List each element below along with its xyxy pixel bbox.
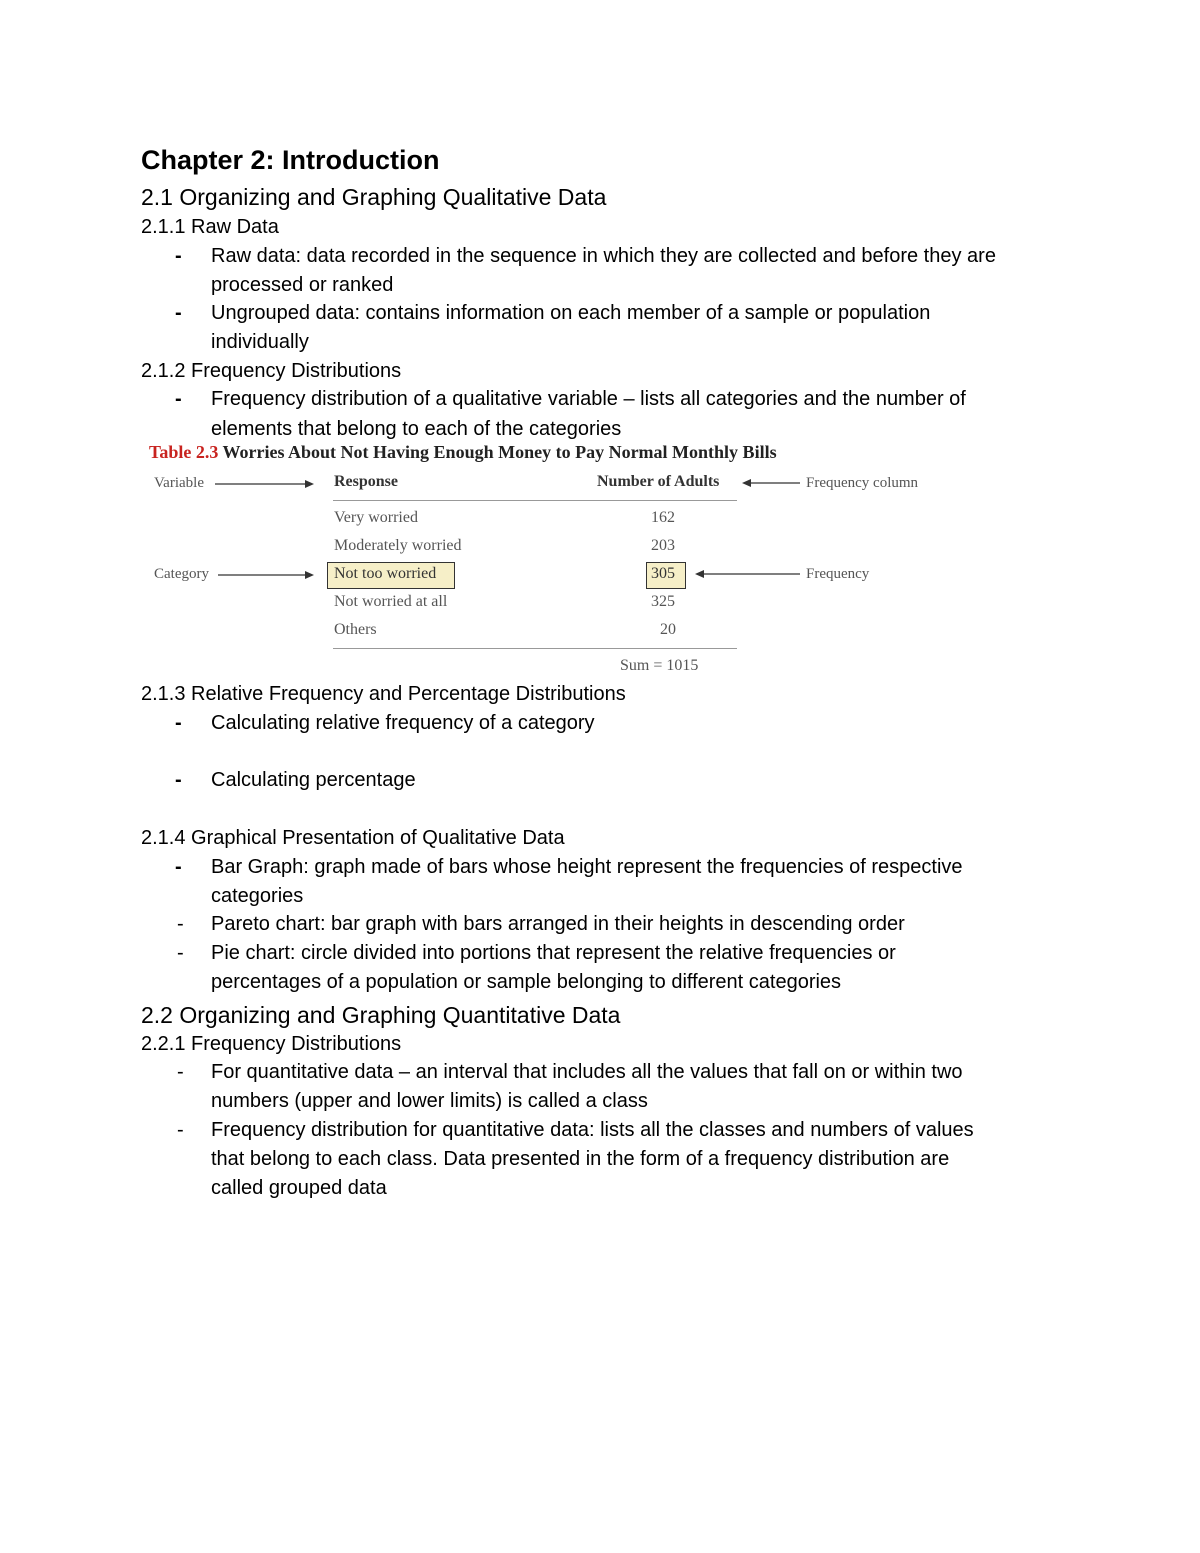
- bullet-dash: -: [175, 388, 182, 410]
- bar-graph-line-1: Bar Graph: graph made of bars whose height represent the frequencies of respective: [211, 856, 963, 878]
- pie-chart-line-1: Pie chart: circle divided into portions that represent the relative frequencies or: [211, 942, 896, 964]
- column-header-number-of-adults: Number of Adults: [597, 473, 720, 490]
- table-row-count-highlighted: 305: [651, 565, 675, 582]
- annotation-arrows: [0, 0, 1200, 700]
- bullet-dash: -: [175, 302, 182, 324]
- relative-frequency-bullet: Calculating relative frequency of a category: [211, 712, 595, 734]
- table-row-count: 325: [651, 593, 675, 610]
- freq-dist-line-1: Frequency distribution of a qualitative variable – lists all categories and the number of: [211, 388, 966, 410]
- bullet-dash: -: [177, 1061, 184, 1083]
- raw-data-line-2: processed or ranked: [211, 274, 394, 296]
- grouped-data-line-2: that belong to each class. Data presented in the form of a frequency distribution are: [211, 1148, 950, 1170]
- class-definition-line-1: For quantitative data – an interval that includes all the values that fall on or within two: [211, 1061, 963, 1083]
- grouped-data-line-3: called grouped data: [211, 1177, 387, 1199]
- pie-chart-line-2: percentages of a population or sample belonging to different categories: [211, 971, 842, 993]
- section-2-2-1-title: 2.2.1 Frequency Distributions: [141, 1033, 402, 1055]
- table-row-count: 162: [651, 509, 675, 526]
- percentage-bullet: Calculating percentage: [211, 769, 416, 791]
- ungrouped-data-line-1: Ungrouped data: contains information on each member of a sample or population: [211, 302, 931, 324]
- table-row-response: Not worried at all: [334, 593, 448, 610]
- bullet-dash: -: [177, 1119, 184, 1141]
- section-2-1-2-title: 2.1.2 Frequency Distributions: [141, 360, 402, 382]
- pareto-chart-bullet: Pareto chart: bar graph with bars arranged in their heights in descending order: [211, 913, 905, 935]
- section-2-2-title: 2.2 Organizing and Graphing Quantitative Data: [141, 1002, 621, 1028]
- annotation-category: Category: [154, 566, 209, 582]
- table-row-response: Others: [334, 621, 377, 638]
- grouped-data-line-1: Frequency distribution for quantitative data: lists all the classes and numbers of values: [211, 1119, 974, 1141]
- table-row-response: Moderately worried: [334, 537, 462, 554]
- table-rule-top: [333, 500, 737, 501]
- annotation-variable: Variable: [154, 475, 204, 491]
- freq-dist-line-2: elements that belong to each of the categories: [211, 418, 622, 440]
- section-2-1-4-title: 2.1.4 Graphical Presentation of Qualitative Data: [141, 827, 565, 849]
- bullet-dash: -: [177, 913, 184, 935]
- bar-graph-line-2: categories: [211, 885, 304, 907]
- raw-data-line-1: Raw data: data recorded in the sequence in which they are collected and before they are: [211, 245, 996, 267]
- ungrouped-data-line-2: individually: [211, 331, 309, 353]
- table-rule-bottom: [333, 648, 737, 649]
- table-title: Worries About Not Having Enough Money to Pay Normal Monthly Bills: [222, 442, 777, 462]
- bullet-dash: -: [177, 942, 184, 964]
- table-row-count: 203: [651, 537, 675, 554]
- bullet-dash: -: [175, 712, 182, 734]
- column-header-response: Response: [334, 473, 399, 490]
- section-2-1-3-title: 2.1.3 Relative Frequency and Percentage Distributions: [141, 683, 626, 705]
- table-row-response-highlighted: Not too worried: [334, 565, 437, 582]
- class-definition-line-2: numbers (upper and lower limits) is called a class: [211, 1090, 648, 1112]
- section-2-1-1-title: 2.1.1 Raw Data: [141, 216, 279, 238]
- table-label: Table 2.3: [149, 442, 219, 462]
- annotation-frequency: Frequency: [806, 566, 870, 582]
- section-2-1-title: 2.1 Organizing and Graphing Qualitative Data: [141, 184, 607, 210]
- table-sum: Sum = 1015: [620, 657, 699, 674]
- annotation-frequency-column: Frequency column: [806, 475, 919, 491]
- chapter-title: Chapter 2: Introduction: [141, 145, 440, 175]
- bullet-dash: -: [175, 856, 182, 878]
- table-row-response: Very worried: [334, 509, 418, 526]
- bullet-dash: -: [175, 769, 182, 791]
- bullet-dash: -: [175, 245, 182, 267]
- table-row-count: 20: [660, 621, 676, 638]
